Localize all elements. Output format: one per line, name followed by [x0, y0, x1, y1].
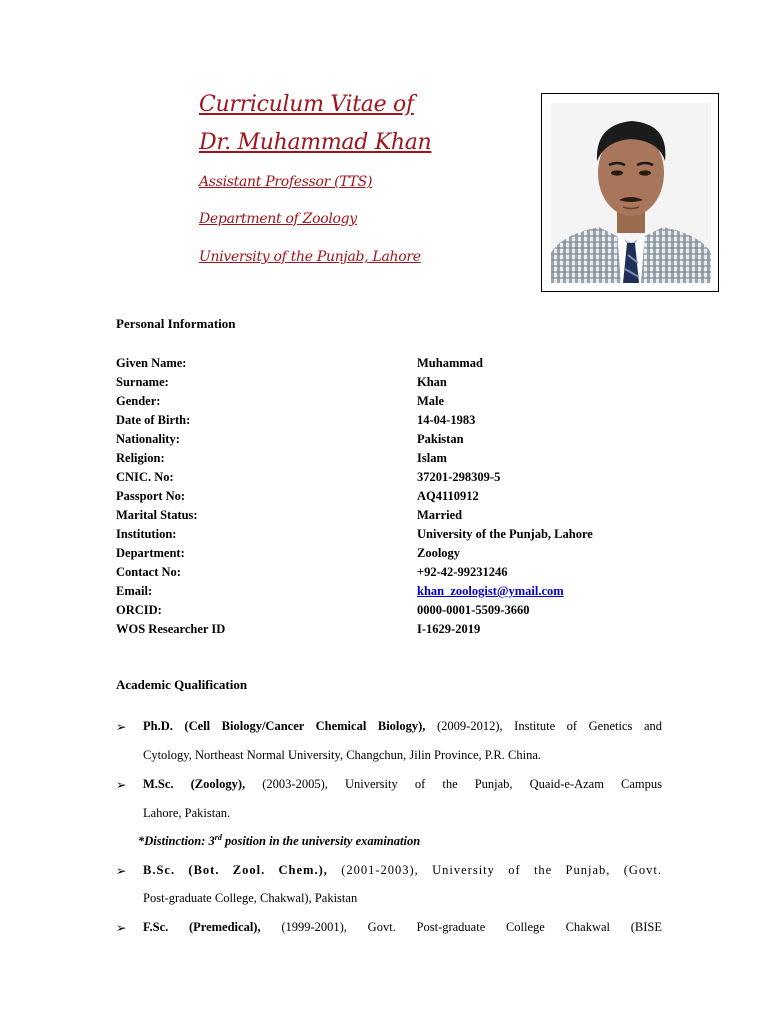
info-label: Surname:	[116, 375, 169, 389]
info-row	[116, 411, 676, 430]
info-row	[116, 563, 676, 582]
info-row	[116, 582, 676, 601]
university: University of the Punjab, Lahore	[199, 249, 421, 265]
info-label: Institution:	[116, 527, 177, 541]
info-value: University of the Punjab, Lahore	[417, 527, 593, 541]
person-name: Dr. Muhammad Khan	[199, 130, 432, 155]
info-row	[116, 601, 676, 620]
arrow-bullet-icon: ➢	[116, 720, 127, 734]
info-row	[116, 430, 676, 449]
info-value: Muhammad	[417, 356, 483, 370]
info-value: Married	[417, 508, 463, 522]
info-label: Passport No:	[116, 489, 186, 503]
department: Department of Zoology	[199, 211, 357, 227]
info-label: Nationality:	[116, 432, 180, 446]
info-value: 14-04-1983	[417, 413, 476, 427]
info-label: CNIC. No:	[116, 470, 174, 484]
arrow-bullet-icon: ➢	[116, 778, 127, 792]
info-value: +92-42-99231246	[417, 565, 508, 579]
info-value: Zoology	[417, 546, 461, 560]
email-link[interactable]: khan_zoologist@ymail.com	[417, 584, 564, 598]
info-row	[116, 354, 676, 373]
list-item-line: Ph.D. (Cell Biology/Cancer Chemical Biology), (2009-2012), Institute of Genetics and	[143, 719, 662, 733]
arrow-bullet-icon: ➢	[116, 921, 127, 935]
info-row	[116, 544, 676, 563]
profile-photo	[541, 93, 719, 292]
info-label: Department:	[116, 546, 185, 560]
info-row	[116, 373, 676, 392]
arrow-bullet-icon: ➢	[116, 864, 127, 878]
info-row	[116, 392, 676, 411]
info-value: Khan	[417, 375, 447, 389]
info-label: ORCID:	[116, 603, 162, 617]
info-row	[116, 449, 676, 468]
distinction-note: *Distinction: 3rd position in the university examination	[138, 833, 421, 849]
info-label: Religion:	[116, 451, 165, 465]
academic-heading: Academic Qualification	[116, 677, 248, 692]
info-row	[116, 487, 676, 506]
info-row	[116, 525, 676, 544]
info-label: Contact No:	[116, 565, 181, 579]
info-row	[116, 506, 676, 525]
info-label: Email:	[116, 584, 153, 598]
info-value: 37201-298309-5	[417, 470, 501, 484]
info-label: Date of Birth:	[116, 413, 191, 427]
list-item-line: B.Sc. (Bot. Zool. Chem.), (2001-2003), University of the Punjab, (Govt.	[143, 863, 662, 877]
info-label: Gender:	[116, 394, 161, 408]
info-value: Islam	[417, 451, 447, 465]
list-item-line: Post-graduate College, Chakwal), Pakistan	[143, 891, 358, 905]
info-value: Pakistan	[417, 432, 464, 446]
list-item-line: Lahore, Pakistan.	[143, 806, 231, 820]
list-item-line: M.Sc. (Zoology), (2003-2005), University of the Punjab, Quaid-e-Azam Campus	[143, 777, 662, 791]
info-label: Given Name:	[116, 356, 187, 370]
info-value: AQ4110912	[417, 489, 479, 503]
personal-info-heading: Personal Information	[116, 316, 236, 331]
info-label: Marital Status:	[116, 508, 198, 522]
info-value: 0000-0001-5509-3660	[417, 603, 530, 617]
info-row	[116, 620, 676, 639]
list-item-line: Cytology, Northeast Normal University, Changchun, Jilin Province, P.R. China.	[143, 748, 541, 762]
info-label: WOS Researcher ID	[116, 622, 226, 636]
list-item-line: F.Sc. (Premedical), (1999-2001), Govt. Post-graduate College Chakwal (BISE	[143, 920, 662, 934]
cv-title: Curriculum Vitae of	[199, 92, 414, 117]
info-value: Male	[417, 394, 445, 408]
info-row	[116, 468, 676, 487]
designation: Assistant Professor (TTS)	[199, 174, 373, 190]
info-value: I-1629-2019	[417, 622, 481, 636]
